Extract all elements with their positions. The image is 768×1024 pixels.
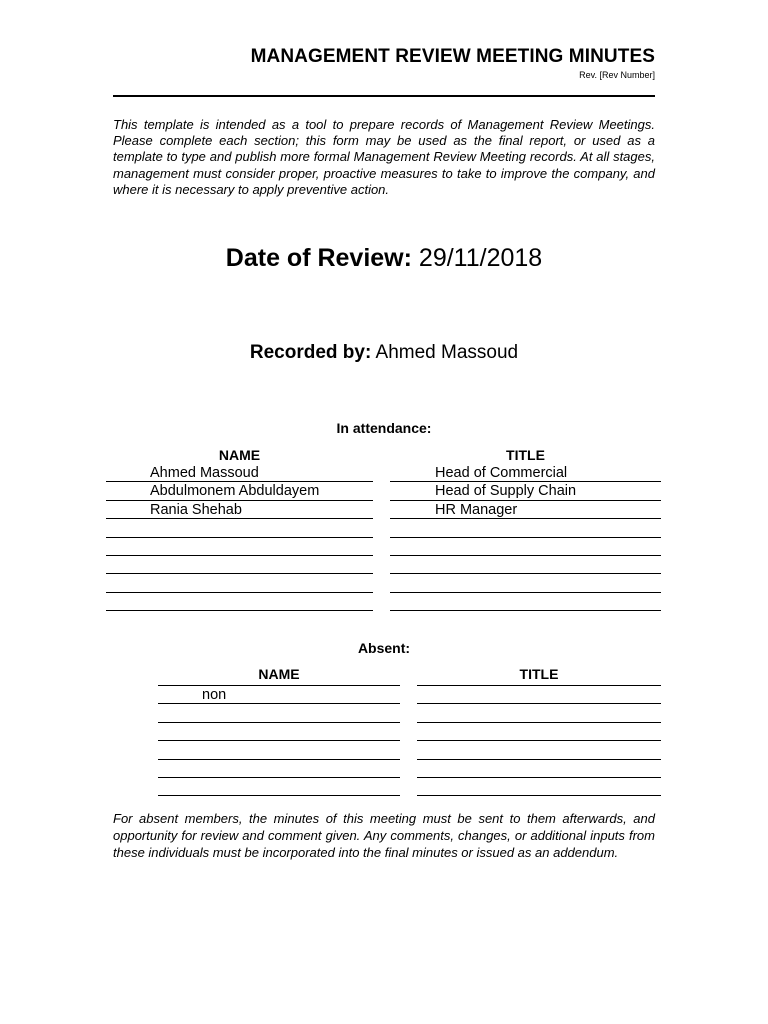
absent-name-row [158, 741, 400, 759]
absent-title-header: TITLE [417, 665, 661, 686]
attendance-heading: In attendance: [336, 420, 432, 436]
recorded-label: Recorded by: [249, 342, 372, 363]
attendance-name-column [106, 446, 373, 611]
attendance-name-row [106, 556, 373, 574]
attendance-title-row: HR Manager [390, 501, 661, 519]
attendance-title-row [390, 519, 661, 537]
attendance-title-row [390, 556, 661, 574]
attendance-title-column [390, 446, 661, 611]
date-of-review [0, 244, 768, 273]
attendance-name-row [106, 538, 373, 556]
attendance-name-row: Ahmed Massoud [106, 464, 373, 482]
absent-heading: Absent: [357, 640, 411, 656]
attendance-name-row: Abdulmonem Abduldayem [106, 482, 373, 500]
attendance-name-row [106, 574, 373, 592]
absent-title-row [417, 760, 661, 778]
revision-number: Rev. [Rev Number] [579, 70, 655, 80]
header-divider [113, 95, 655, 97]
attendance-title-row [390, 538, 661, 556]
absent-name-row: non [158, 686, 400, 704]
attendance-title-row [390, 574, 661, 592]
absent-name-row [158, 723, 400, 741]
attendance-name-row: Rania Shehab [106, 501, 373, 519]
attendance-name-header: NAME [218, 447, 261, 463]
date-value: 29/11/2018 [418, 244, 543, 272]
absent-title-row [417, 723, 661, 741]
absent-title-row [417, 704, 661, 722]
document-title: MANAGEMENT REVIEW MEETING MINUTES [250, 46, 655, 67]
absent-name-row [158, 704, 400, 722]
absent-title-column [417, 665, 661, 796]
attendance-title-list [390, 464, 661, 611]
absent-name-header: NAME [158, 665, 400, 686]
date-label: Date of Review: [225, 244, 412, 272]
attendance-title-row [390, 593, 661, 611]
attendance-name-list [106, 464, 373, 611]
recorded-by [0, 342, 768, 364]
intro-paragraph: This template is intended as a tool to prepare records of Management Review Meetings. Please complete each section; this form may be used as the final report, or used as a template to type and publish more formal Management Review Meeting records. At all stages, management must consider proper, proactive measures to take to improve the company, and where it is necessary to apply preventive action. [113, 117, 655, 197]
recorded-value: Ahmed Massoud [375, 342, 519, 363]
absent-name-row [158, 778, 400, 796]
attendance-name-row [106, 593, 373, 611]
attendance-title-row: Head of Commercial [390, 464, 661, 482]
absent-title-row [417, 778, 661, 796]
absent-members-note: For absent members, the minutes of this meeting must be sent to them afterwards, and opportunity for review and comment given. Any comments, changes, or additional inputs from these individuals must be incorporated into the final minutes or issued as an addendum. [113, 811, 655, 860]
attendance-name-row [106, 519, 373, 537]
absent-name-column [158, 665, 400, 796]
absent-title-row [417, 686, 661, 704]
attendance-title-header: TITLE [506, 447, 545, 463]
attendance-title-row: Head of Supply Chain [390, 482, 661, 500]
absent-title-row [417, 741, 661, 759]
absent-title-list [417, 686, 661, 796]
absent-name-row [158, 760, 400, 778]
absent-name-list [158, 686, 400, 796]
